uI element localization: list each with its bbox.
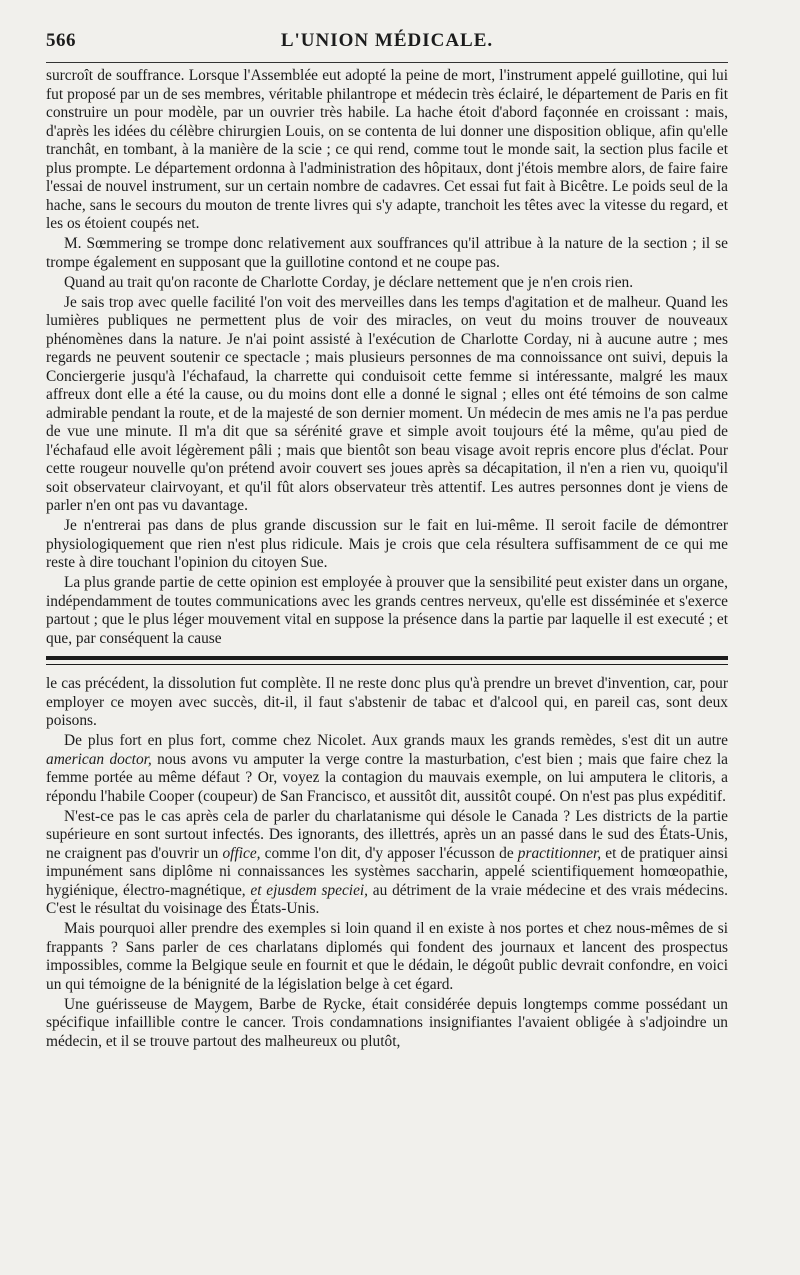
paragraph: Je sais trop avec quelle facilité l'on voit des merveilles dans les temps d'agitation et de malheur. Quand les lumières publiques ne permettent plus de voir des miracles, on veut du moins trouver de nouveaux phénomènes dans la nature. Je n'ai point assisté à l'exécution de Charlotte Corday, ni à aucune autre ; mes regards ne peuvent soutenir ce spectacle ; mais plusieurs personnes de ma connoissance ont suivi, depuis la Conciergerie jusqu'à l'échafaud, la charrette qui conduisoit cette femme si intéressante, malgré les maux affreux dont elle a été la cause, ou du moins dont elle a donné le signal ; elles ont été témoins de son calme admirable pendant la route, et de la majesté de son dernier moment. Un médecin de mes amis ne l'a pas perdue de vue une minute. Il m'a dit que sa sérénité grave et simple avoit toujours été la même, qu'au pied de l'échafaud elle avoit légèrement pâli ; mais que bientôt son beau visage avoit repris encore plus d'éclat. Pour cette rougeur nouvelle qu'on prétend avoir couvert ses joues après sa décapitation, il n'en a rien vu, quoiqu'il soit observateur clairvoyant, et qu'il fût alors observateur très attentif. Les autres personnes dont je viens de parler n'en ont pas vu davantage. bbox=[46, 293, 728, 514]
paragraph bbox=[46, 808, 728, 919]
running-title: L'UNION MÉDICALE. bbox=[280, 30, 494, 51]
italic-term: et ejusdem speciei, bbox=[250, 881, 369, 899]
paragraph: Quand au trait qu'on raconte de Charlotte Corday, je déclare nettement que je n'en crois rien. bbox=[64, 273, 634, 291]
paragraph: le cas précédent, la dissolution fut complète. Il ne reste donc plus qu'à prendre un brevet d'invention, car, pour employer ce moyen avec succès, dit-il, il faut s'abstenir de tabac et d'alcool qui, en pareil cas, sont deux poisons. bbox=[46, 675, 728, 729]
italic-term: office, bbox=[222, 844, 261, 862]
italic-term: american doctor, bbox=[46, 750, 152, 768]
page-number: 566 bbox=[46, 30, 76, 51]
paragraph: M. Sœmmering se trompe donc relativement aux souffrances qu'il attribue à la nature de la section ; il se trompe également en supposant que la guillotine contond et ne coupe pas. bbox=[46, 235, 728, 271]
text-span: au détriment de la vraie médecine et des vrais médecins. C'est le résultat du voisinage des États-Unis. bbox=[46, 881, 728, 917]
page-header bbox=[46, 28, 728, 63]
text-span: N'est-ce pas le cas après cela de parler du charlatanisme qui désole le Canada ? Les districts de la partie supérieure en sont surtout infectés. Des ignorants, des illettrés, après un an passé dans le sud des États-Unis, ne craignent pas d'ouvrir un bbox=[46, 807, 728, 862]
paragraph: La plus grande partie de cette opinion est employée à prouver que la sensibilité peut exister dans un organe, indépendamment de toutes communications avec les grands centres nerveux, qu'elle est disséminée et s'exerce partout ; que le plus léger mouvement vital en suppose la présence dans la partie par laquelle il est executé ; et que, par conséquent la cause bbox=[46, 574, 728, 647]
paragraph: surcroît de souffrance. Lorsque l'Assemblée eut adopté la peine de mort, l'instrument appelé guillotine, qui lui fut proposé par un de ses membres, véritable philantrope et médecin très éclairé, le département de Paris en fit construire un pour modèle, par un ouvrier très habile. La hache étoit d'abord façonnée en croissant : mais, d'après les idées du célèbre chirurgien Louis, on se contenta de lui donner une disposition oblique, afin qu'elle tranchât, en tombant, à la manière de la scie ; ce qui rend, comme tout le monde sait, la section plus facile et plus prompte. Le département ordonna à l'administration des hôpitaux, dont j'étois membre alors, de faire faire l'essai de nouvel instrument, sur un certain nombre de cadavres. Cet essai fut fait à Bicêtre. Le poids seul de la hache, sans le secours du mouton de trente livres qui s'y adapte, tranchoit les têtes avec la vitesse du regard, et les os étoient coupés net. bbox=[46, 67, 728, 232]
italic-term: practitionner, bbox=[517, 844, 602, 862]
paragraph: Je n'entrerai pas dans de plus grande discussion sur le fait en lui-même. Il seroit facile de démontrer physiologiquement que rien n'est plus ridicule. Mais je crois que cela résultera suffisamment de ce qui me reste à dire touchant l'opinion du citoyen Sue. bbox=[46, 517, 728, 571]
paragraph bbox=[46, 732, 728, 806]
upper-section bbox=[46, 67, 728, 648]
paragraph: Une guérisseuse de Maygem, Barbe de Rycke, était considérée depuis longtemps comme possédant un spécifique infaillible contre le cancer. Trois condamnations insignifiantes l'avaient obligée à s'adjoindre un médecin, et il se trouve partout des malheureux ou plutôt, bbox=[46, 995, 728, 1050]
section-divider bbox=[46, 656, 728, 665]
text-span: De plus fort en plus fort, comme chez Nicolet. Aux grands maux les grands remèdes, s'est dit un autre bbox=[64, 732, 728, 749]
paragraph: Mais pourquoi aller prendre des exemples si loin quand il en existe à nos portes et chez nous-mêmes de si frappants ? Sans parler de ces charlatans diplomés qui fondent des journaux et lancent des prospectus impossibles, comme la Belgique seule en fournit et que le dédain, le dégoût public devrait confondre, en voici un qui témoigne de la bénignité de la législation belge à cet égard. bbox=[46, 920, 728, 993]
text-span: et de pratiquer ainsi impunément sans diplôme ni connaissances les systèmes saccharin, appelé scientifiquement homœopathie, hygiénique, électro-magnétique, bbox=[46, 844, 728, 899]
text-span: comme l'on dit, d'y apposer l'écusson de bbox=[260, 844, 518, 862]
lower-section bbox=[46, 675, 728, 1051]
text-span: nous avons vu amputer la verge contre la masturbation, c'est bien ; mais que faire chez la femme portée au même défaut ? Or, voyez la contagion du mauvais exemple, on lui amputera le clitoris, a répondu l'habile Cooper (coupeur) de San Francisco, et aussitôt dit, aussitôt coupé. On n'est pas plus expéditif. bbox=[46, 750, 728, 805]
